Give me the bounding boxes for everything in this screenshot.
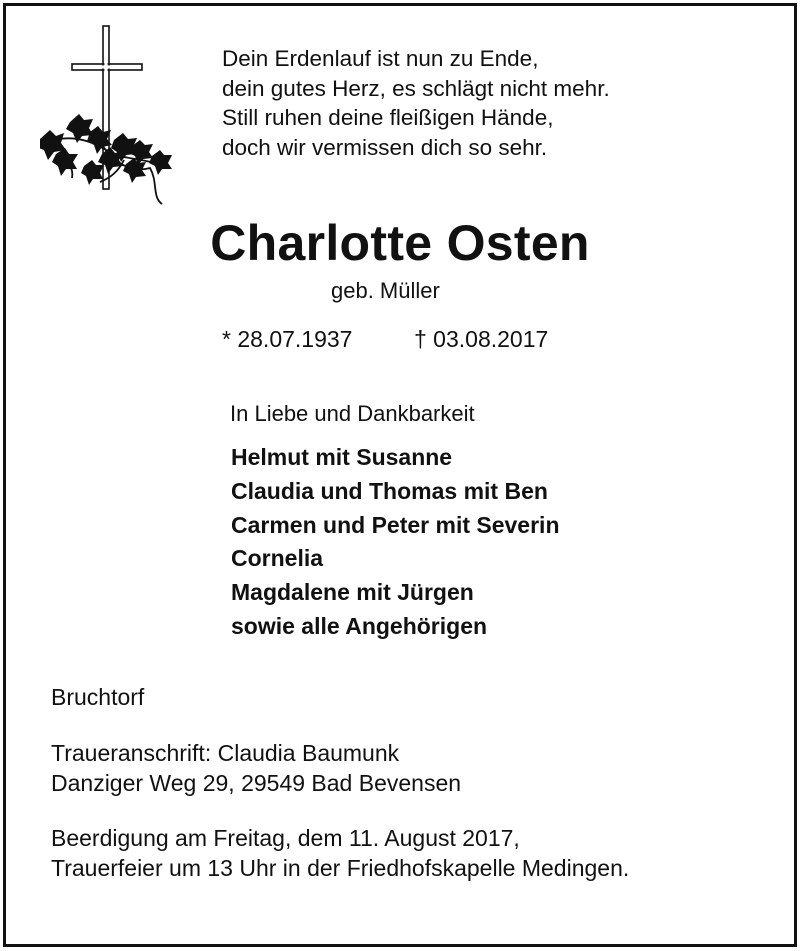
mourners-list bbox=[231, 441, 560, 644]
funeral-details bbox=[51, 823, 629, 883]
maiden-name: geb. Müller bbox=[331, 278, 440, 303]
poem-line: dein gutes Herz, es schlägt nicht mehr. bbox=[222, 75, 610, 101]
address-line: Danziger Weg 29, 29549 Bad Bevensen bbox=[51, 770, 462, 796]
mourner-name: Claudia und Thomas mit Ben bbox=[231, 477, 548, 504]
death-date: † 03.08.2017 bbox=[414, 326, 549, 352]
mourner-name: Carmen und Peter mit Severin bbox=[231, 511, 560, 538]
mourner-name: Cornelia bbox=[231, 545, 324, 572]
poem-line: Still ruhen deine fleißigen Hände, bbox=[222, 105, 554, 130]
funeral-line: Trauerfeier um 13 Uhr in der Friedhofskapelle Medingen. bbox=[51, 855, 630, 881]
cross-with-ivy-icon bbox=[40, 22, 180, 207]
birth-date: * 28.07.1937 bbox=[222, 326, 353, 352]
place-name: Bruchtorf bbox=[51, 684, 145, 710]
mourner-name: Helmut mit Susanne bbox=[231, 444, 453, 470]
address-line: Traueranschrift: Claudia Baumunk bbox=[51, 740, 400, 766]
mourners-intro: In Liebe und Dankbarkeit bbox=[230, 401, 475, 426]
mourner-name: sowie alle Angehörigen bbox=[231, 612, 488, 639]
funeral-line: Beerdigung am Freitag, dem 11. August 2017, bbox=[51, 825, 520, 851]
mourner-name: Magdalene mit Jürgen bbox=[231, 579, 474, 606]
deceased-name: Charlotte Osten bbox=[210, 215, 590, 271]
poem-verse bbox=[222, 44, 610, 162]
mourning-address bbox=[51, 738, 461, 798]
poem-line: doch wir vermissen dich so sehr. bbox=[222, 134, 548, 160]
poem-line: Dein Erdenlauf ist nun zu Ende, bbox=[222, 46, 539, 71]
